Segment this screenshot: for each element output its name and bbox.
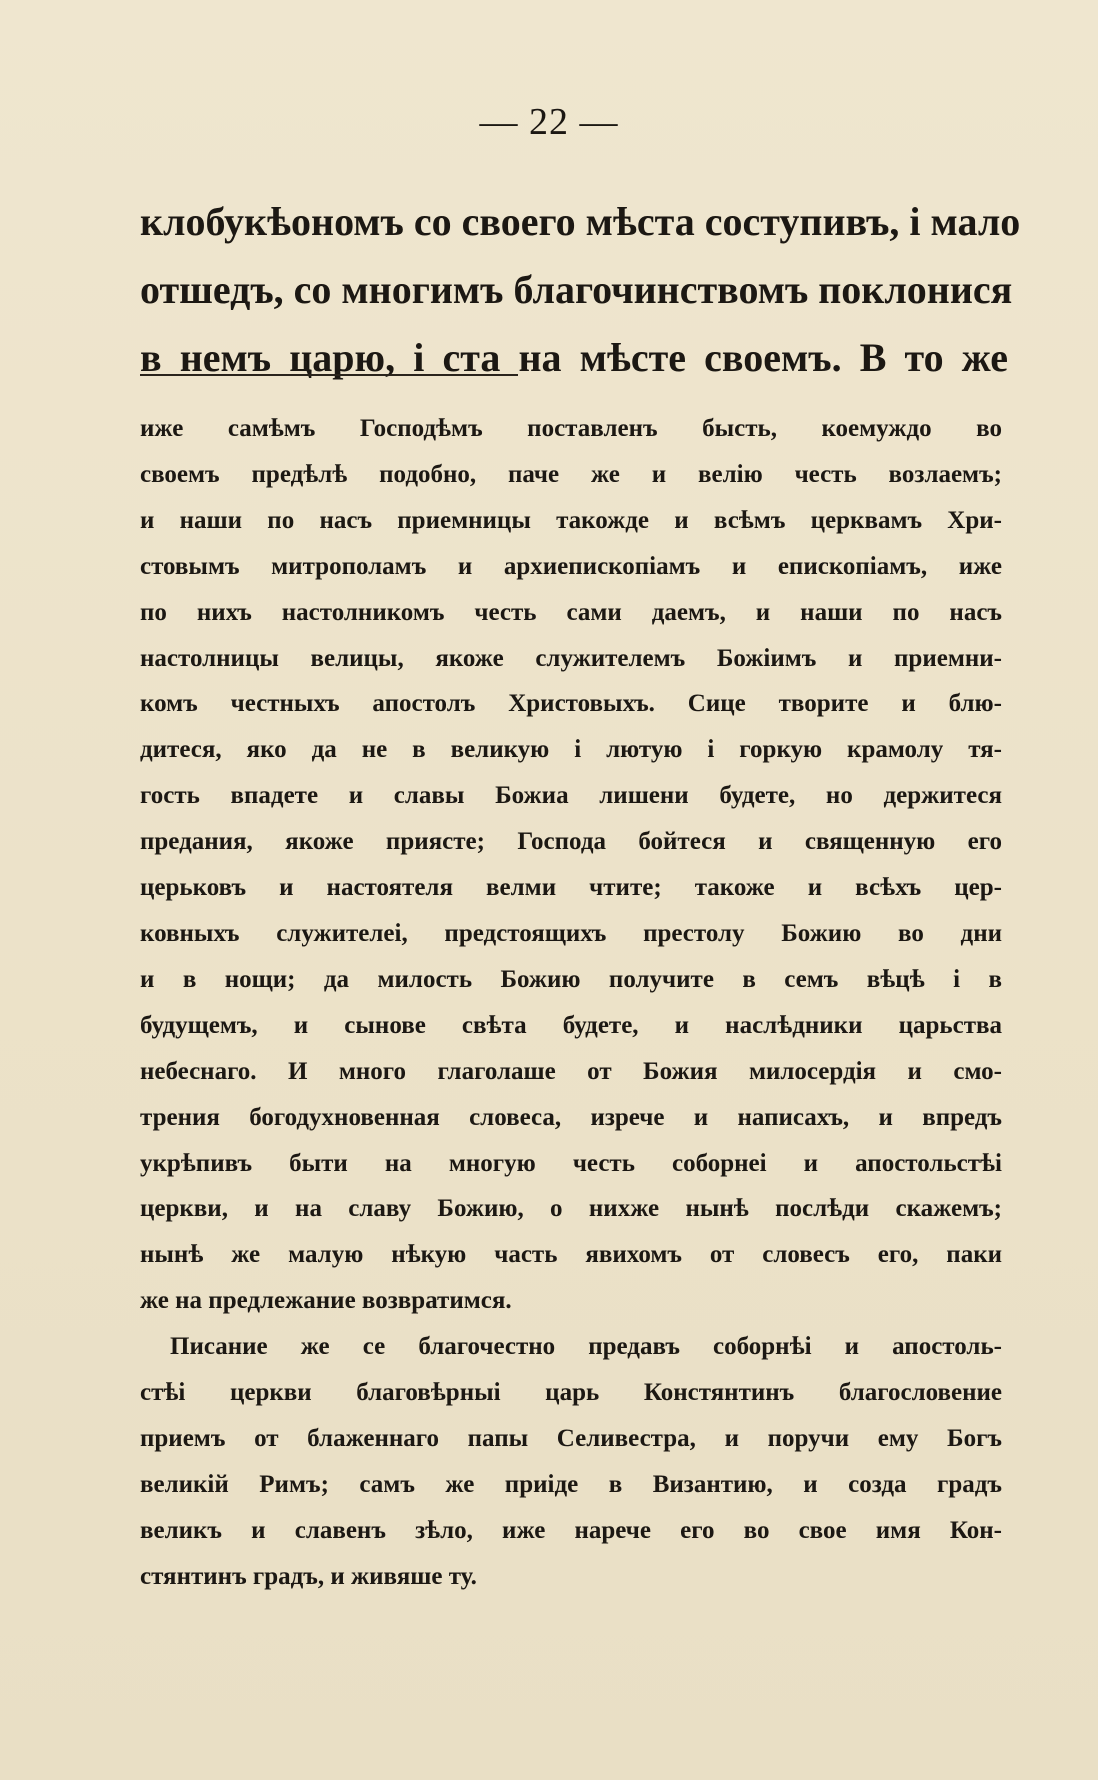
footnote-line: гость впадете и славы Божиа лишени будете, но держитеся — [140, 782, 1002, 810]
page-number: — 22 — — [479, 101, 619, 143]
footnote-line: и наши по насъ приемницы такожде и всѣмъ церквамъ Хри- — [140, 506, 1002, 534]
main-text-line: клобукѣономъ со своего мѣста соступивъ, і мало — [140, 199, 1021, 244]
footnote-line: нынѣ же малую нѣкую часть явихомъ от словесъ его, паки — [140, 1241, 1002, 1269]
footnote-line: стовымъ митрополамъ и архиепископіамъ и епископіамъ, иже — [140, 552, 1002, 580]
footnote-separator — [140, 374, 518, 376]
footnote-line: укрѣпивъ быти на многую честь соборнеі и апостольстѣі — [140, 1149, 1002, 1177]
footnote-line: предания, якоже приясте; Господа бойтеся и священную его — [140, 828, 1002, 856]
footnote-line: стѣі церкви благовѣрныі царь Констянтинъ благословение — [140, 1379, 1002, 1407]
footnote-line: трения богодухновенная словеса, изрече и написахъ, и впредъ — [140, 1103, 1002, 1131]
footnote-line: церкви, и на славу Божию, о нихже нынѣ послѣди скажемъ; — [140, 1195, 1002, 1223]
footnote-line: и в нощи; да милость Божию получите в семъ вѣцѣ і в — [140, 965, 1002, 993]
footnote-line: церьковъ и настоятеля велми чтите; такоже и всѣхъ цер- — [140, 874, 1002, 902]
footnote-line: комъ честныхъ апостолъ Христовыхъ. Сице творите и блю- — [140, 690, 1002, 718]
footnote-line: небеснаго. И много глаголаше от Божия милосердія и смо- — [140, 1057, 1002, 1085]
footnote-line: настолницы велицы, якоже служителемъ Божіимъ и приемни- — [140, 644, 1002, 672]
main-text — [140, 188, 1021, 392]
main-text-line: отшедъ, со многимъ благочинствомъ поклонися — [140, 267, 1013, 312]
footnote-line: великій Римъ; самъ же приіде в Византию, и созда градъ — [140, 1470, 1002, 1498]
footnote-line: стянтинъ градъ, и живяше ту. — [140, 1562, 477, 1590]
main-text-line: в немъ царю, і ста на мѣсте своемъ. В то же — [140, 335, 1008, 380]
footnote-line: Писание же се благочестно предавъ соборнѣі и апостоль- — [170, 1333, 1002, 1361]
footnote-line: иже самѣмъ Господѣмъ поставленъ бысть, коемуждо во — [140, 415, 1002, 442]
footnote-line: будущемъ, и сынове свѣта будете, и наслѣдники царьства — [140, 1011, 1002, 1039]
footnote-line: дитеся, яко да не в великую і лютую і горкую крамолу тя- — [140, 736, 1002, 764]
footnote-line: великъ и славенъ зѣло, иже нарече его во свое имя Кон- — [140, 1516, 1002, 1544]
footnote-line: своемъ предѣлѣ подобно, паче же и велію честь возлаемъ; — [140, 460, 1002, 488]
footnote-text — [140, 406, 1002, 1600]
footnote-line: по нихъ настолникомъ честь сами даемъ, и наши по насъ — [140, 598, 1002, 626]
footnote-line: же на предлежание возвратимся. — [140, 1287, 512, 1315]
footnote-line: приемъ от блаженнаго папы Селивестра, и поручи ему Богъ — [140, 1424, 1002, 1452]
footnote-line: ковныхъ служителеі, предстоящихъ престолу Божию во дни — [140, 919, 1002, 947]
